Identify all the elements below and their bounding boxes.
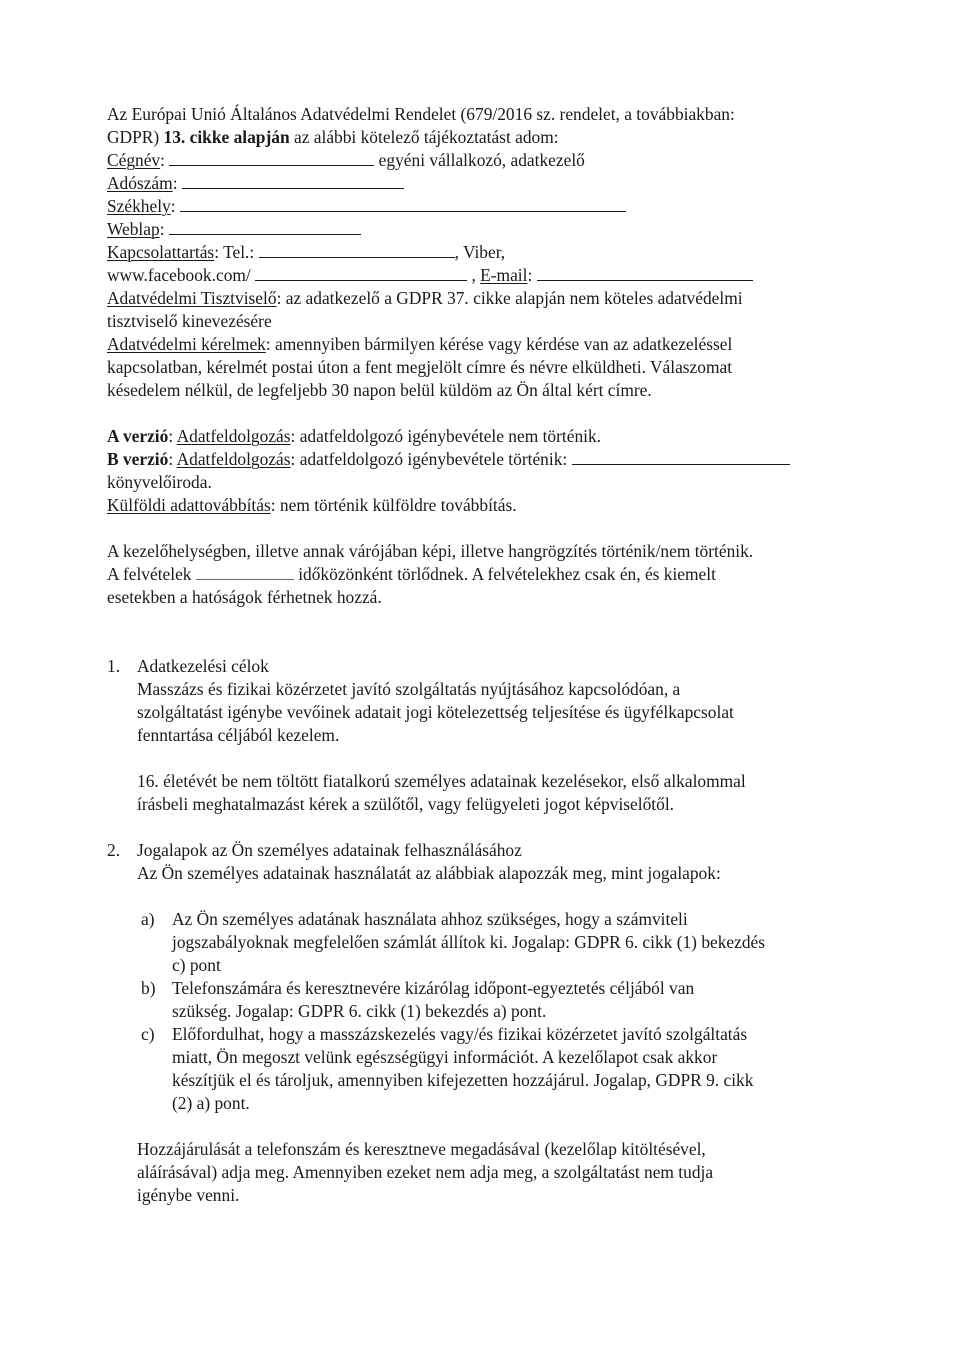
foreign-transfer-label: Külföldi adattovábbítás: [107, 495, 271, 515]
colon: :: [172, 173, 178, 193]
dpo-text: tisztviselő kinevezésére: [107, 311, 272, 331]
dpo-line-2: [107, 310, 867, 333]
recording-line-2: [107, 563, 867, 586]
legal-basis-list: [107, 908, 867, 1115]
item-letter: b): [141, 978, 156, 998]
company-name-blank[interactable]: [169, 150, 374, 166]
dpo-text: : az adatkezelő a GDPR 37. cikke alapján nem köteles adatvédelmi: [276, 288, 743, 308]
consent-text: igénybe venni.: [137, 1185, 240, 1205]
contact-label: Kapcsolattartás: [107, 242, 215, 262]
colon: :: [159, 219, 165, 239]
separator: :: [168, 449, 177, 469]
legal-basis-item-a: [141, 908, 867, 977]
item-text: Előfordulhat, hogy a masszázskezelés vagy/és fizikai közérzetet javító szolgáltatás: [172, 1024, 748, 1044]
section-number: 1.: [107, 656, 121, 676]
version-b-row: [107, 448, 867, 471]
item-text: Telefonszámára és keresztnevére kizárólag időpont-egyeztetés céljából van: [172, 978, 695, 998]
section-1-text: fenntartása céljából kezelem.: [137, 725, 340, 745]
colon: :: [527, 265, 533, 285]
website-blank[interactable]: [169, 219, 361, 235]
company-name-label: Cégnév: [107, 150, 161, 170]
intro-text-suffix: az alábbi kötelező tájékoztatást adom:: [289, 127, 559, 147]
facebook-email-row: [107, 264, 867, 287]
tax-number-label: Adószám: [107, 173, 173, 193]
dpo-label: Adatvédelmi Tisztviselő: [107, 288, 277, 308]
email-label: E-mail: [480, 265, 528, 285]
consent-text: aláírásával) adja meg. Amennyiben ezeket nem adja meg, a szolgáltatást nem tudja: [137, 1162, 714, 1182]
requests-text: kapcsolatban, kérelmét postai úton a fent megjelölt címre és névre elküldheti. Válaszomat: [107, 357, 733, 377]
legal-basis-item-c: [141, 1023, 867, 1115]
company-type-text: egyéni vállalkozó, adatkezelő: [374, 150, 585, 170]
version-b-label: B verzió: [107, 449, 169, 469]
spacer: [137, 747, 867, 770]
section-1-title: Adatkezelési célok: [137, 656, 269, 676]
processor-blank[interactable]: [572, 449, 790, 465]
tax-number-blank[interactable]: [182, 173, 404, 189]
item-letter: a): [141, 909, 155, 929]
section-2-title: Jogalapok az Ön személyes adatainak felhasználásához: [137, 840, 522, 860]
contact-viber-text: , Viber,: [454, 242, 506, 262]
recording-text: A kezelőhelységben, illetve annak várójában képi, illetve hangrögzítés történik/nem történik.: [107, 541, 754, 561]
consent-paragraph: [107, 1138, 867, 1207]
contact-row: [107, 241, 867, 264]
colon: :: [170, 196, 176, 216]
intro-bold-article: 13. cikke alapján: [163, 127, 290, 147]
spacer: [107, 402, 867, 425]
section-1-text: szolgáltatást igénybe vevőinek adatait jogi kötelezettség teljesítése és ügyfélkapcsolat: [137, 702, 734, 722]
section-2-intro: Az Ön személyes adatainak használatát az alábbiak alapozzák meg, mint jogalapok:: [137, 863, 721, 883]
spacer: [107, 609, 867, 655]
section-1: [107, 655, 867, 816]
requests-text: : amennyiben bármilyen kérése vagy kérdése van az adatkezeléssel: [265, 334, 733, 354]
website-row: [107, 218, 867, 241]
requests-line-1: [107, 333, 867, 356]
recording-text: A felvételek: [107, 564, 196, 584]
item-letter: c): [141, 1024, 155, 1044]
section-1-text: Masszázs és fizikai közérzetet javító szolgáltatás nyújtásához kapcsolódóan, a: [137, 679, 681, 699]
foreign-transfer-row: [107, 494, 867, 517]
item-text: Az Ön személyes adatának használata ahhoz szükséges, hogy a számviteli: [172, 909, 688, 929]
item-text: c) pont: [172, 955, 221, 975]
company-name-row: [107, 149, 867, 172]
website-label: Weblap: [107, 219, 160, 239]
separator: :: [168, 426, 177, 446]
seat-blank[interactable]: [180, 196, 626, 212]
requests-text: késedelem nélkül, de legfeljebb 30 napon belül küldöm az Ön által kért címre.: [107, 380, 652, 400]
version-b-row-2: [107, 471, 867, 494]
requests-label: Adatvédelmi kérelmek: [107, 334, 266, 354]
intro-text: Az Európai Unió Általános Adatvédelmi Rendelet (679/2016 sz. rendelet, a továbbiakban:: [107, 104, 735, 124]
version-a-text: : adatfeldolgozó igénybevétele nem történik.: [290, 426, 602, 446]
item-text: miatt, Ön megoszt velünk egészségügyi információt. A kezelőlapot csak akkor: [172, 1047, 718, 1067]
spacer: [107, 816, 867, 839]
section-1-minor-text: írásbeli meghatalmazást kérek a szülőtől, vagy felügyeleti jogot képviselőtől.: [137, 794, 675, 814]
recording-text: esetekben a hatóságok férhetnek hozzá.: [107, 587, 382, 607]
contact-tel-text: : Tel.:: [214, 242, 259, 262]
intro-text-prefix: GDPR): [107, 127, 164, 147]
tax-number-row: [107, 172, 867, 195]
item-text: jogszabályoknak megfelelően számlát állítok ki. Jogalap: GDPR 6. cikk (1) bekezdés: [172, 932, 766, 952]
facebook-blank[interactable]: [255, 265, 467, 281]
version-a-label: A verzió: [107, 426, 169, 446]
seat-label: Székhely: [107, 196, 171, 216]
separator: ,: [467, 265, 481, 285]
section-2: [107, 839, 867, 885]
processing-label: Adatfeldolgozás: [176, 449, 291, 469]
legal-basis-item-b: [141, 977, 867, 1023]
recording-interval-blank[interactable]: [196, 564, 294, 580]
requests-line-3: [107, 379, 867, 402]
section-1-minor-text: 16. életévét be nem töltött fiatalkorú személyes adatainak kezelésekor, első alkalommal: [137, 771, 746, 791]
spacer: [107, 517, 867, 540]
section-number: 2.: [107, 840, 121, 860]
item-text: szükség. Jogalap: GDPR 6. cikk (1) bekezdés a) pont.: [172, 1001, 547, 1021]
item-text: (2) a) pont.: [172, 1093, 250, 1113]
spacer: [107, 1115, 867, 1138]
recording-text: időközönként törlődnek. A felvételekhez csak én, és kiemelt: [293, 564, 716, 584]
recording-line-3: [107, 586, 867, 609]
seat-row: [107, 195, 867, 218]
version-b-text: : adatfeldolgozó igénybevétele történik:: [290, 449, 572, 469]
document-page: [107, 103, 867, 1207]
foreign-transfer-text: : nem történik külföldre továbbítás.: [270, 495, 517, 515]
phone-blank[interactable]: [259, 242, 455, 258]
dpo-line-1: [107, 287, 867, 310]
email-blank[interactable]: [537, 265, 753, 281]
colon: :: [160, 150, 165, 170]
intro-line-2: [107, 126, 867, 149]
version-b-text: könyvelőiroda.: [107, 472, 212, 492]
facebook-prefix: www.facebook.com/: [107, 265, 256, 285]
item-text: készítjük el és tároljuk, amennyiben kifejezetten hozzájárul. Jogalap, GDPR 9. cikk: [172, 1070, 754, 1090]
consent-text: Hozzájárulását a telefonszám és keresztneve megadásával (kezelőlap kitöltésével,: [137, 1139, 706, 1159]
version-a-row: [107, 425, 867, 448]
intro-line-1: [107, 103, 867, 126]
processing-label: Adatfeldolgozás: [176, 426, 291, 446]
requests-line-2: [107, 356, 867, 379]
recording-line-1: [107, 540, 867, 563]
